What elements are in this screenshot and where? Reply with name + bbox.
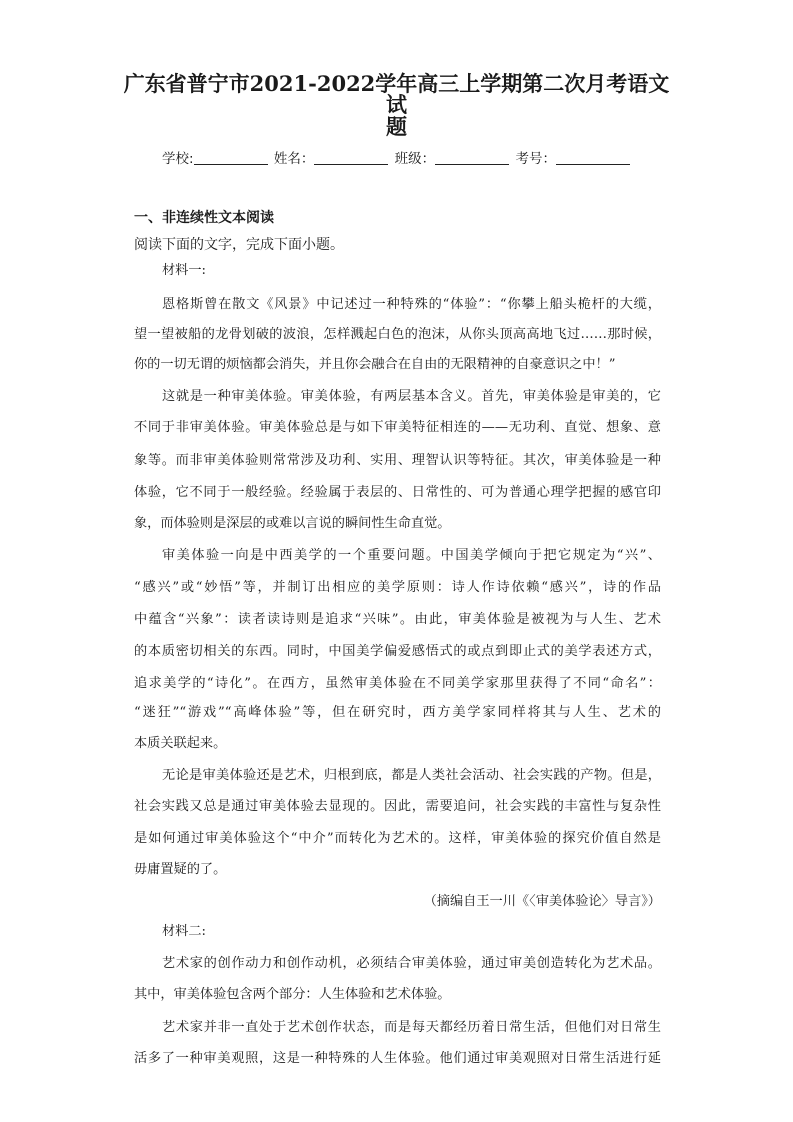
section-heading: 一、非连续性文本阅读 bbox=[134, 210, 274, 226]
material-label: 材料二: bbox=[162, 924, 207, 939]
text-line: 活多了一种审美观照，这是一种特殊的人生体验。他们通过审美观照对日常生活进行延 bbox=[134, 1051, 661, 1066]
text-line: 象等。而非审美体验则常常涉及功利、实用、理智认识等特征。其次，审美体验是一种 bbox=[134, 453, 661, 468]
student-info-row bbox=[162, 147, 642, 167]
text-line: 的本质密切相关的东西。同时，中国美学偏爱感悟式的或点到即止式的美学表述方式， bbox=[134, 644, 661, 659]
class-label: 班级： bbox=[394, 151, 436, 167]
text-line: 追求美学的“诗化”。在西方，虽然审美体验在不同美学家那里获得了不同“命名”： bbox=[134, 676, 661, 691]
text-line: 望一望被船的龙骨划破的波浪，怎样溅起白色的泡沫，从你头顶高高地飞过……那时候， bbox=[134, 327, 661, 342]
text-line: “感兴”或“妙悟”等，并制订出相应的美学原则：诗人作诗依赖“感兴”，诗的作品 bbox=[134, 580, 661, 595]
exam-title: 广东省普宁市2021-2022学年高三上学期第二次月考语文试 bbox=[123, 71, 670, 117]
text-line: 体验，它不同于一般经验。经验属于表层的、日常性的、可为普通心理学把握的感官印 bbox=[134, 485, 661, 500]
text-line: 艺术家的创作动力和创作动机，必须结合审美体验，通过审美创造转化为艺术品。 bbox=[162, 956, 661, 971]
text-line: 这就是一种审美体验。审美体验，有两层基本含义。首先，审美体验是审美的，它 bbox=[162, 389, 661, 404]
section-instruction: 阅读下面的文字，完成下面小题。 bbox=[134, 237, 344, 253]
name-blank[interactable] bbox=[314, 150, 388, 165]
text-line: 本质关联起来。 bbox=[134, 736, 227, 751]
school-blank[interactable] bbox=[194, 150, 268, 165]
material-label: 材料一: bbox=[162, 263, 207, 278]
text-line: 中蕴含“兴象”：读者读诗则是追求“兴味”。由此，审美体验是被视为与人生、艺术 bbox=[134, 612, 661, 627]
text-line: 是如何通过审美体验这个“中介”而转化为艺术的。这样，审美体验的探究价值自然是 bbox=[134, 831, 661, 846]
name-label: 姓名： bbox=[273, 151, 315, 167]
text-line: 你的一切无谓的烦恼都会消失，并且你会融合在自由的无限精神的自豪意识之中！” bbox=[134, 357, 616, 372]
text-line: 社会实践又总是通过审美体验去显现的。因此，需要追问，社会实践的丰富性与复杂性 bbox=[134, 799, 661, 814]
text-line: 审美体验一向是中西美学的一个重要问题。中国美学倾向于把它规定为“兴”、 bbox=[162, 548, 661, 563]
text-line: “迷狂”“游戏”“高峰体验”等，但在研究时，西方美学家同样将其与人生、艺术的 bbox=[134, 705, 661, 720]
class-blank[interactable] bbox=[435, 150, 509, 165]
number-blank[interactable] bbox=[556, 150, 630, 165]
source-citation: （摘编自王一川《〈审美体验论〉导言》） bbox=[423, 894, 661, 909]
text-line: 其中，审美体验包含两个部分：人生体验和艺术体验。 bbox=[134, 987, 451, 1002]
text-line: 恩格斯曾在散文《风景》中记述过一种特殊的“体验”：“你攀上船头桅杆的大缆， bbox=[162, 297, 661, 312]
text-line: 无论是审美体验还是艺术，归根到底，都是人类社会活动、社会实践的产物。但是， bbox=[162, 768, 661, 783]
school-label: 学校: bbox=[162, 151, 194, 167]
text-line: 不同于非审美体验。审美体验总是与如下审美特征相连的——无功利、直觉、想象、意 bbox=[134, 420, 661, 435]
text-line: 艺术家并非一直处于艺术创作状态，而是每天都经历着日常生活，但他们对日常生 bbox=[162, 1020, 661, 1035]
text-line: 毋庸置疑的了。 bbox=[134, 862, 227, 877]
text-line: 象，而体验则是深层的或难以言说的瞬间性生命直觉。 bbox=[134, 516, 451, 531]
exam-title-continued: 题 bbox=[386, 114, 407, 139]
number-label: 考号： bbox=[515, 151, 556, 167]
